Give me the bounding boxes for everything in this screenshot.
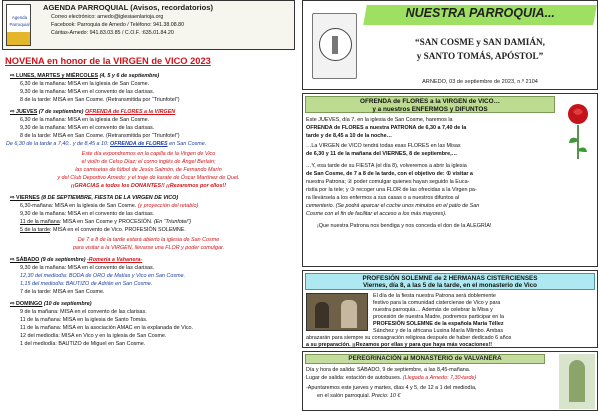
s3-line1b: (y proyección del retablo) bbox=[137, 203, 199, 209]
section-domingo-date: (10 de septiembre) bbox=[43, 301, 92, 307]
agenda-logo bbox=[6, 4, 31, 46]
s3-line: 9,30 de la mañana: MISA en el convento de las clarisas. bbox=[20, 211, 155, 217]
s3-line1a: 6,30-mañana: MISA en la iglesia de San Cosme. bbox=[20, 203, 137, 209]
agenda-column bbox=[2, 0, 295, 411]
s5-line: 12 del mediodía: MISA en Vico y en la iglesia de San Cosme. bbox=[20, 333, 167, 339]
ofrenda-line: de 6,30 y 11 de la mañana del VIERNES, 8 de septiembre,… bbox=[306, 151, 458, 157]
donation-note: el violín de Celso Díaz; el corno inglés de Ángel Berlain; bbox=[81, 159, 216, 165]
peregrinacion-line: -Apuntaremos este jueves y martes, días 4 y 5, de 12 a 1 del mediodía, bbox=[306, 385, 477, 391]
issue-date: ARNEDO, 03 de septiembre de 2023, n.º 2104 bbox=[422, 79, 538, 85]
ofrenda-line: OFRENDA de FLORES a nuestra PATRONA de 6,30 a 7,40 de la bbox=[306, 125, 467, 131]
ofrenda-line: ra llevársela a los enfermos a sus casas o a nuestros difuntos al bbox=[306, 195, 460, 201]
ofrenda-title bbox=[305, 96, 555, 113]
peregrinacion-line4a: en el salón parroquial. bbox=[317, 393, 371, 399]
ofrenda-times-suffix: en San Cosme. bbox=[167, 141, 207, 147]
profesion-title-l2: Viernes, día 8, a las 5 de la tarde, en el monasterio de Vico bbox=[362, 282, 538, 290]
nuns-photo bbox=[306, 293, 368, 331]
profesion-line: a su preparación. ¡¡Rezamos por ellas y para que haya más vocaciones!! bbox=[306, 342, 493, 348]
s2-line: 8 de la tarde: MISA en San Cosme. (Retransmitida por “Triunfotel”) bbox=[20, 133, 180, 139]
logo-strip bbox=[7, 32, 30, 45]
agenda-header bbox=[2, 0, 295, 50]
section-domingo bbox=[10, 301, 92, 308]
profesion-line: festivo para la comunidad cisterciense de Vico y para bbox=[373, 300, 501, 306]
ofrenda-line: Cosme con el fin de facilitar el acceso a los más mayores). bbox=[306, 211, 447, 217]
s3-line3a: 11 de la mañana bbox=[20, 219, 60, 225]
photo-figure bbox=[341, 300, 357, 328]
s3-line4a: 5 de la tarde bbox=[20, 227, 50, 233]
section-lmm-head: ⇨ LUNES, MARTES y MIÉRCOLES bbox=[10, 73, 99, 79]
section-sabado-date: (9 de septiembre) bbox=[40, 257, 86, 263]
ofrenda-times-prefix: De 6,30 de la tarde a 7,40.. y de 8,45 a 10: bbox=[6, 141, 110, 147]
section-jueves-label: OFRENDA de FLORES a la VIRGEN bbox=[84, 109, 176, 115]
agenda-title: AGENDA PARROQUIAL (Avisos, recordatorios) bbox=[43, 3, 214, 12]
parish-seal-image bbox=[312, 13, 357, 79]
s2-line: 6,30 de la mañana: MISA en la iglesia de San Cosme. bbox=[20, 117, 150, 123]
profesion-line: nuestra parroquia… Además de celebrar la Misa y bbox=[373, 307, 493, 313]
s5-line: 1 del mediodía: BAUTIZO de Miguel en San Cosme. bbox=[20, 341, 146, 347]
s4-line: 12,30 del mediodía: BODA de ORO de Matías y Vico en San Cosme. bbox=[20, 273, 186, 279]
donation-note: y del Club Deportivo Arnedo; y el traje de karate de Óscar Martínez de Quel. bbox=[57, 175, 240, 181]
s5-line: 9 de la mañana: MISA en el convento de las clarisas. bbox=[20, 309, 147, 315]
section-domingo-head: ⇨ DOMINGO bbox=[10, 301, 43, 307]
profesion-line: Sánchez y de la africana Lusina María Mlimbo. Ambas bbox=[373, 328, 504, 334]
peregrinacion-line: Día y hora de salida: SÁBADO, 9 de septiembre, a las 8,45-mañana. bbox=[306, 367, 471, 373]
parish-subtitle: y SANTO TOMÁS, APÓSTOL” bbox=[416, 51, 544, 61]
profesion-line: El día de la fiesta nuestra Patrona será doblemente bbox=[373, 293, 496, 299]
ofrenda-times bbox=[6, 141, 206, 148]
ofrenda-line: de San Cosme, de 7 a 8 de la tarde, con el objetivo de: ① visitar a bbox=[306, 171, 473, 177]
s1-line: 6,30 de la mañana: MISA en la iglesia de San Cosme. bbox=[20, 81, 150, 87]
profesion-box bbox=[302, 270, 598, 348]
section-jueves-head: ⇨ JUEVES bbox=[10, 109, 38, 115]
section-jueves-date: (7 de septiembre) bbox=[38, 109, 84, 115]
section-sabado-head: ⇨ SÁBADO bbox=[10, 257, 40, 263]
section-viernes-date: (8 DE SEPTIEMBRE, FIESTA DE LA VIRGEN DE VICO) bbox=[41, 195, 179, 201]
section-viernes bbox=[10, 195, 178, 202]
parish-banner-text: NUESTRA PARROQUIA... bbox=[405, 6, 555, 20]
contact-email: Correo electrónico: arnedo@iglesiaenlarioja.org bbox=[51, 14, 164, 20]
section-sabado-label: -Romería a Vahanera- bbox=[87, 257, 143, 263]
ofrenda-line: …Y, esa tarde de su FIESTA (el día 8), volveremos a abrir la iglesia bbox=[306, 163, 467, 169]
donation-note: Este día expondremos en la capilla de la Virgen de Vico bbox=[81, 151, 216, 157]
ofrenda-times-link: OFRENDA de FLORES bbox=[110, 141, 168, 147]
ofrenda-line: tarde y de 8,45 a 10 de la noche… bbox=[306, 133, 392, 139]
ofrenda-line: cementerio. (Se podrá aparcar el coche unos minutos en el patio de San bbox=[306, 203, 480, 209]
peregrinacion-price: Precio: 10 € bbox=[371, 393, 401, 399]
peregrinacion-line bbox=[317, 393, 400, 400]
s3-line3b: : MISA en San Cosme y PROCESIÓN. bbox=[59, 219, 153, 225]
section-lmm bbox=[10, 73, 159, 80]
profesion-title bbox=[305, 273, 595, 290]
peregrinacion-title: PEREGRINACIÓN al MONASTERIO de VALVANERA bbox=[305, 354, 545, 364]
s4-line: 9,30 de la mañana: MISA en el convento de las clarisas. bbox=[20, 265, 155, 271]
parish-column bbox=[302, 0, 598, 411]
parish-banner bbox=[363, 5, 597, 25]
ofrenda-line: nuestra Patrona; ② poder comulgar quienes hayan seguido la Euca- bbox=[306, 179, 470, 185]
ofrenda-line: Este JUEVES, día 7, en la iglesia de San Cosme, haremos la bbox=[306, 117, 453, 123]
peregrinacion-line bbox=[306, 375, 476, 382]
donation-thanks: ¡¡GRACIAS a todos los DONANTES!! ¡¡Rezaremos por ellos!! bbox=[70, 183, 227, 189]
peregrinacion-line2b: (Llegada a Arnedo: 7,30-tarde) bbox=[402, 375, 477, 381]
s3-line4b: : MISA en el convento de Vico. PROFESIÓN SOLEMNE. bbox=[49, 227, 186, 233]
photo-tower bbox=[569, 360, 585, 402]
s2-line: 9,30 de la mañana: MISA en el convento de las clarisas. bbox=[20, 125, 155, 131]
s5-line: 11 de la mañana: MISA en la iglesia de Santo Tomás. bbox=[20, 317, 148, 323]
viernes-note: De 7 a 8 de la tarde estará abierto la iglesia de San Cosme bbox=[77, 237, 220, 243]
peregrinacion-line2a: Lugar de salida: estación de autobuses. bbox=[306, 375, 402, 381]
monastery-photo bbox=[559, 354, 595, 409]
viernes-note: para visitar a la VIRGEN, llevarse una FLOR y poder comulgar. bbox=[72, 245, 225, 251]
profesion-title-l1: PROFESIÓN SOLEMNE de 2 HERMANAS CISTERCIENSES bbox=[362, 275, 538, 282]
donation-note: las camisetas de fútbol de Jesús Salmón, de Fernando Marín bbox=[75, 167, 222, 173]
s3-line3c: (En “Triunfotel”) bbox=[153, 219, 192, 225]
profesion-line: PROFESIÓN SOLEMNE de la española María Téllez bbox=[373, 321, 504, 327]
s3-line bbox=[20, 227, 186, 234]
ofrenda-title-l1: OFRENDA de FLORES a la VIRGEN de VICO… bbox=[359, 98, 501, 105]
section-viernes-head: ⇨ VIERNES bbox=[10, 195, 40, 201]
section-jueves bbox=[10, 109, 175, 116]
contact-facebook: Facebook: Parroquia de Arnedo / Teléfono: 941.38.08.80 bbox=[51, 22, 185, 28]
ofrenda-closing: ¡Que nuestra Patrona nos bendiga y nos conceda el don de la ALEGRÍA! bbox=[317, 223, 492, 229]
seal-cross bbox=[332, 36, 338, 54]
s4-line: 1,15 del mediodía: BAUTIZO de Adrián en San Cosme. bbox=[20, 281, 153, 287]
photo-figure bbox=[315, 302, 329, 328]
section-lmm-date: (4, 5 y 6 de septiembre) bbox=[99, 73, 160, 79]
logo-line1: Agenda bbox=[11, 15, 28, 20]
s1-line: 9,30 de la mañana: MISA en el convento de las clarisas. bbox=[20, 89, 155, 95]
profesion-line: procesión de nuestra Madre, podremos participar en la bbox=[373, 314, 504, 320]
novena-title: NOVENA en honor de la VIRGEN de VICO 2023 bbox=[5, 56, 211, 66]
s3-line bbox=[20, 203, 198, 210]
rose-icon bbox=[565, 99, 591, 161]
profesion-line: abrazarán para siempre su consagración religiosa después de haber dedicado 6 años bbox=[306, 335, 512, 341]
s4-line: 7 de la tarde: MISA en San Cosme. bbox=[20, 289, 105, 295]
ofrenda-line: …La VIRGEN de VICO tendrá todas esas FLORES en las Misas bbox=[306, 143, 461, 149]
parish-subtitle: “SAN COSME y SAN DAMIÁN, bbox=[415, 37, 545, 47]
ofrenda-line: ristía por la tele; y ③ recoger una FLOR de las ofrecidas a la Virgen pa- bbox=[306, 187, 477, 193]
section-sabado bbox=[10, 257, 142, 264]
parish-header bbox=[302, 0, 598, 90]
peregrinacion-box bbox=[302, 351, 598, 411]
ofrenda-box bbox=[302, 93, 598, 267]
s3-line bbox=[20, 219, 191, 226]
s5-line: 11 de la mañana: MISA en la asociación AMAC en la explanada de Vico. bbox=[20, 325, 194, 331]
logo-line2: Parroquial bbox=[9, 22, 30, 27]
ofrenda-title-l2: y a nuestros ENFERMOS y DIFUNTOS bbox=[372, 105, 488, 113]
contact-caritas: Cáritas-Arnedo: 941.83.03.85 / C.O.F. :635.01.84.20 bbox=[51, 30, 174, 36]
s1-line: 8 de la tarde: MISA en San Cosme. (Retransmitida por “Triunfotel”) bbox=[20, 97, 180, 103]
